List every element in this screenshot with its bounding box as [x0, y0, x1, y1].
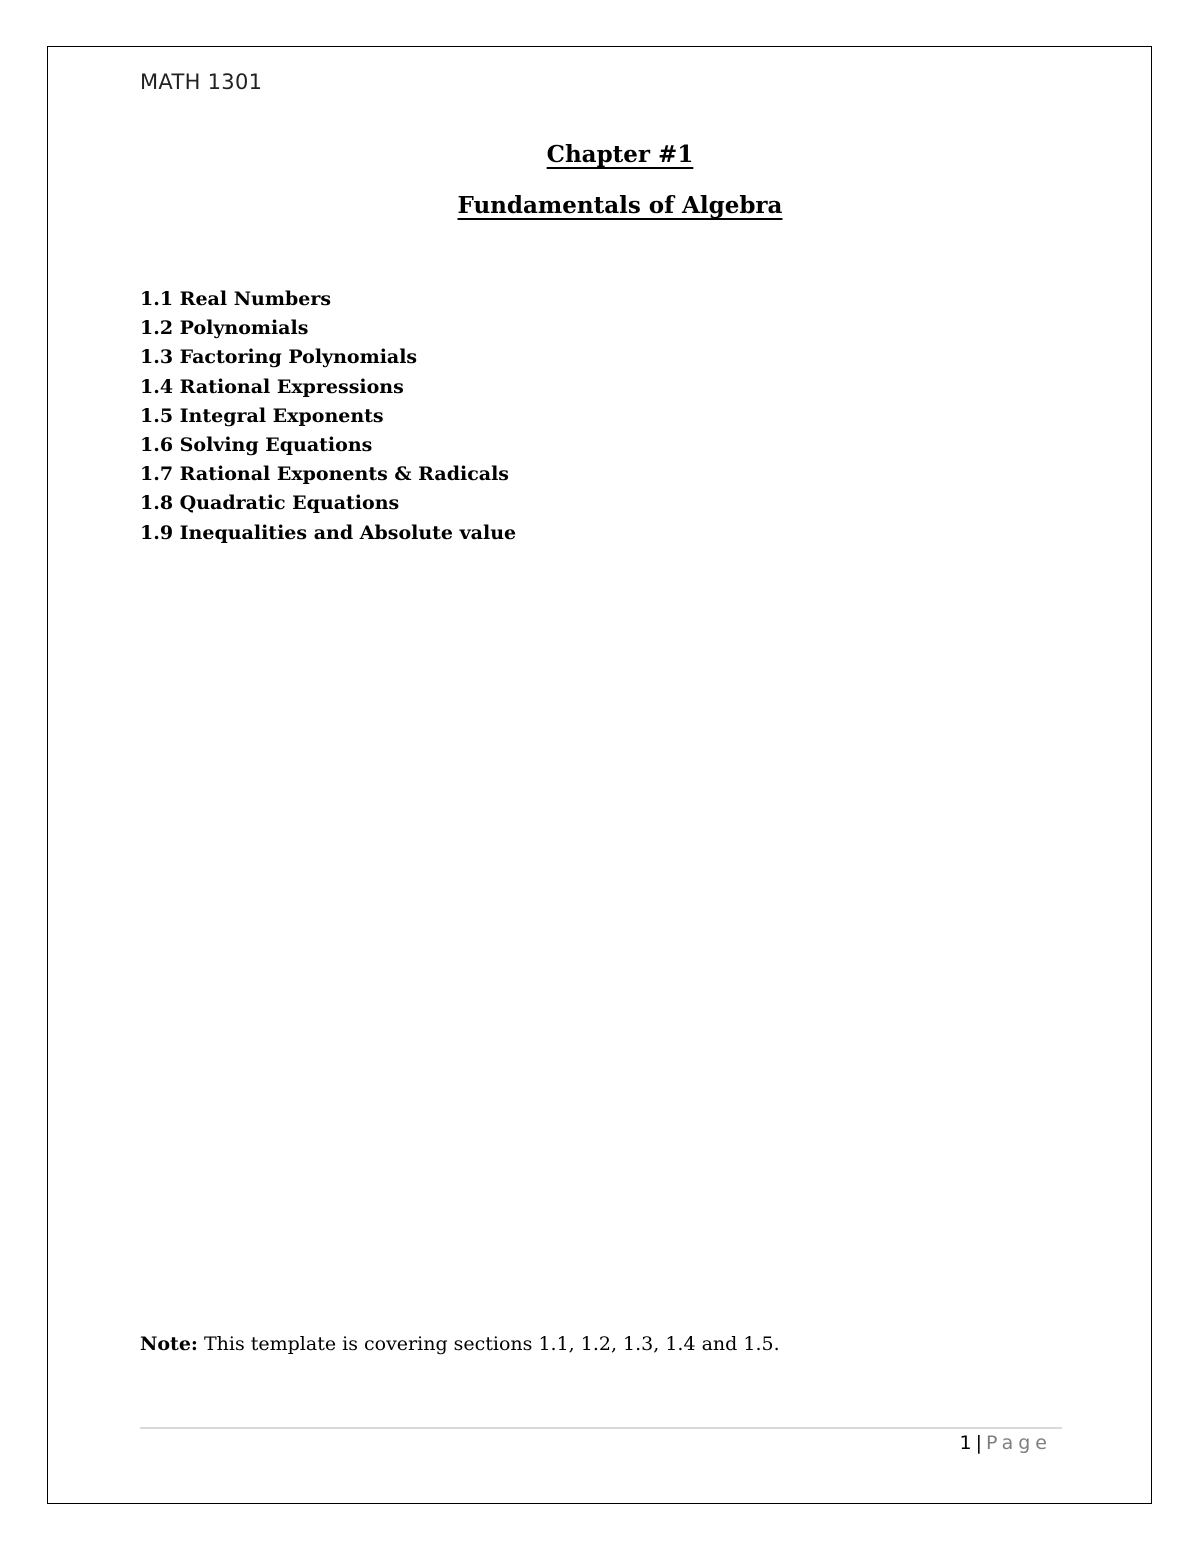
page-border [47, 46, 1152, 1504]
page-number: 1 [959, 1432, 972, 1454]
section-item: 1.1 Real Numbers [140, 288, 332, 310]
section-item: 1.8 Quadratic Equations [140, 492, 400, 515]
note [140, 1333, 780, 1355]
chapter-title [140, 141, 1100, 168]
footer-divider [140, 1427, 1062, 1429]
page-header: MATH 1301 [140, 70, 263, 94]
note-text: This template is covering sections 1.1, 1.2, 1.3, 1.4 and 1.5. [197, 1333, 780, 1355]
section-item: 1.3 Factoring Polynomials [140, 346, 418, 369]
section-item: 1.6 Solving Equations [140, 433, 373, 456]
footer-separator: | [975, 1432, 982, 1454]
section-item: 1.2 Polynomials [140, 317, 309, 340]
note-label: Note: [140, 1333, 198, 1355]
chapter-subtitle-text: Fundamentals of Algebra [457, 192, 783, 219]
section-item: 1.9 Inequalities and Absolute value [140, 521, 517, 544]
page-word: Page [986, 1432, 1052, 1454]
chapter-title-text: Chapter #1 [546, 141, 694, 168]
section-item: 1.5 Integral Exponents [140, 404, 384, 427]
page-footer [960, 1432, 1053, 1454]
section-list [140, 285, 516, 548]
section-item: 1.4 Rational Expressions [140, 375, 404, 398]
chapter-subtitle [140, 192, 1100, 219]
section-item: 1.7 Rational Exponents & Radicals [140, 463, 510, 486]
